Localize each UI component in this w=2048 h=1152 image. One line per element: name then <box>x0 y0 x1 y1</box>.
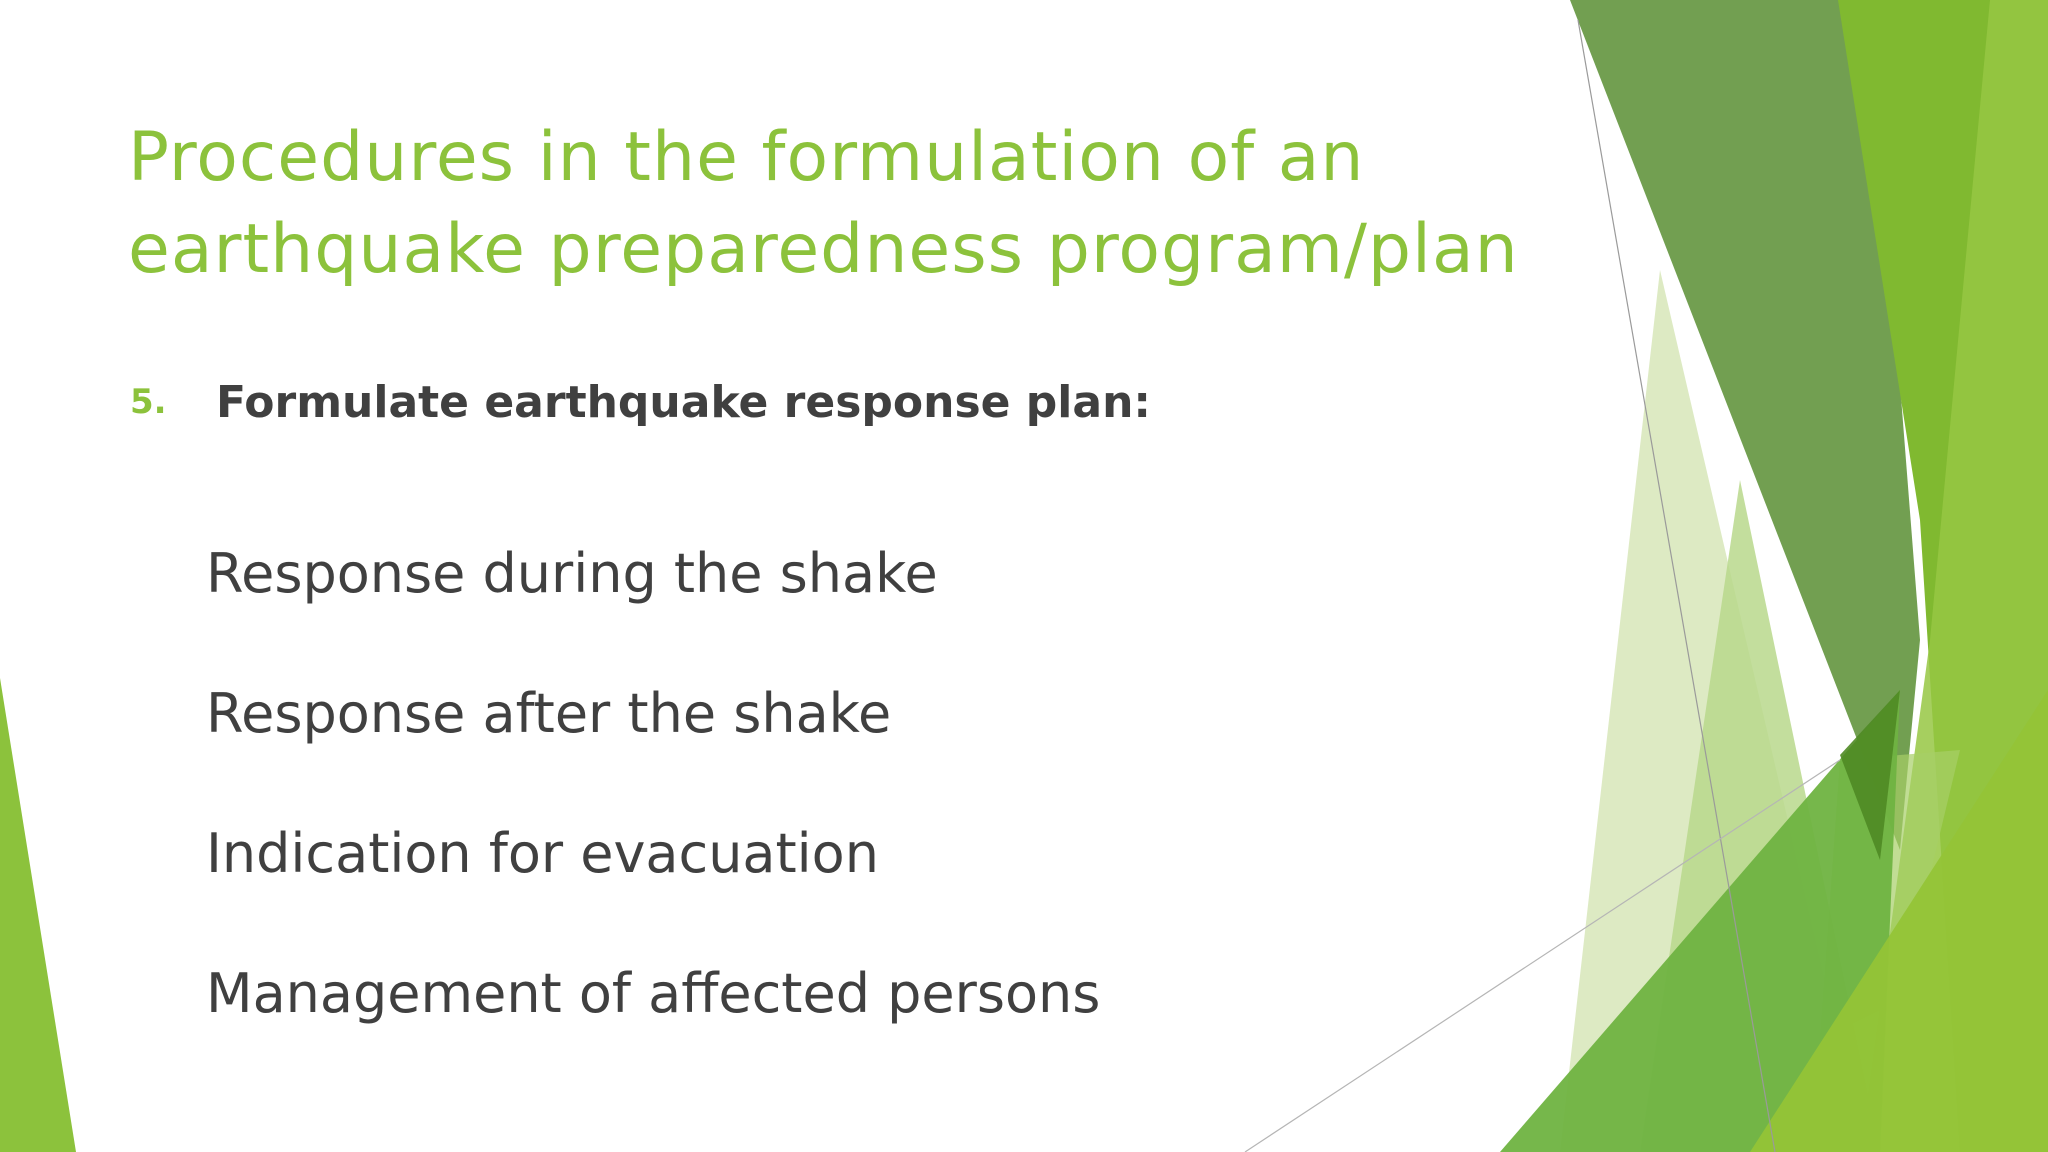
sub-item-list <box>206 534 1100 1094</box>
sub-item: Response during the shake <box>206 542 938 605</box>
slide-title <box>128 112 1568 296</box>
item-heading: Formulate earthquake response plan: <box>216 376 1151 428</box>
title-line-1: Procedures in the formulation of an <box>128 118 1365 197</box>
sub-item: Indication for evacuation <box>206 822 879 885</box>
left-green-wedge <box>0 678 76 1152</box>
item-number: 5. <box>130 382 167 422</box>
sub-item: Management of affected persons <box>206 962 1101 1025</box>
sub-item: Response after the shake <box>206 682 892 745</box>
numbered-heading <box>130 372 1151 432</box>
title-line-2: earthquake preparedness program/plan <box>128 210 1519 289</box>
